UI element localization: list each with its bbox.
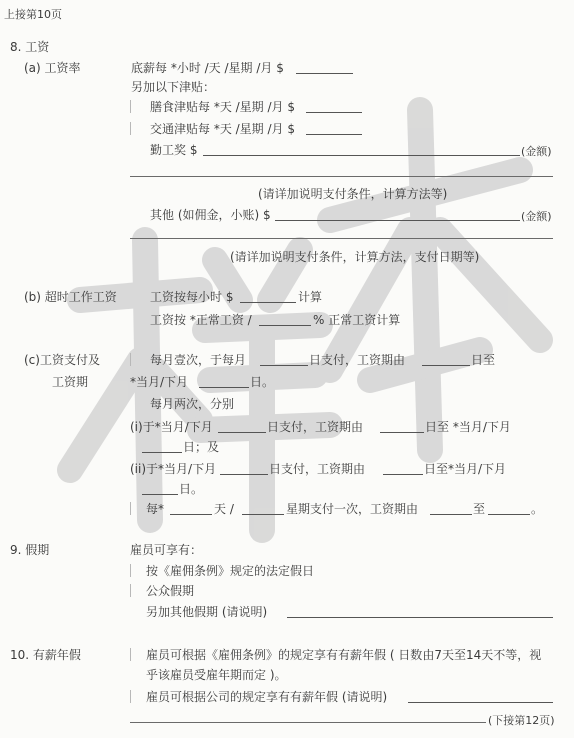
second-payment-to: 日至*当月/下月 [424, 462, 507, 476]
first-period-end-blank[interactable] [142, 452, 182, 453]
first-pay-day-blank[interactable] [218, 432, 266, 433]
first-payment-text: (i)于*当月/下月 [130, 420, 213, 434]
attendance-bonus-text: 勤工奖 $ [150, 143, 198, 157]
public-holiday-text: 公众假期 [146, 584, 195, 598]
annual-leave-line2: 乎该雇员受雇年期而定 )。 [146, 668, 287, 682]
first-payment-to: 日至 *当月/下月 [425, 420, 511, 434]
other-holiday-text: 另加其他假期 (请说明) [146, 605, 268, 619]
holiday-intro: 雇员可享有： [130, 543, 203, 557]
other-pay-blank[interactable] [275, 220, 520, 221]
continued-from-note: 上接第10页 [4, 8, 62, 21]
base-pay-blank[interactable] [296, 73, 353, 74]
monthly-once-month: *当月/下月 [130, 375, 189, 389]
explain-note-1: (请详加说明支付条件，计算方法等) [258, 187, 448, 201]
base-pay-text: 底薪每 *小时 /天 /星期 /月 $ [131, 61, 284, 75]
statutory-holiday-checkbox[interactable] [130, 564, 131, 577]
amount-tag-1: (金额) [521, 145, 552, 158]
attendance-bonus-blank[interactable] [203, 155, 520, 156]
explain-line-1[interactable] [130, 176, 553, 177]
monthly-once-to: 日至 [471, 353, 496, 367]
wage-rate-label: (a) 工资率 [24, 61, 81, 75]
second-payment-mid: 日支付，工资期由 [269, 462, 366, 476]
second-pay-day-blank[interactable] [220, 474, 268, 475]
twice-monthly-text: 每月两次，分别 [150, 397, 235, 411]
every-period-checkbox[interactable] [130, 502, 131, 515]
every-period-start-blank[interactable] [430, 514, 472, 515]
monthly-period-end-blank[interactable] [199, 387, 249, 388]
monthly-once-end: 日。 [250, 375, 275, 389]
first-payment-end: 日；及 [183, 440, 220, 454]
every-period-end: 。 [531, 502, 544, 516]
every-days-unit: 天 / [214, 502, 234, 516]
first-period-start-blank[interactable] [380, 432, 424, 433]
second-payment-end: 日。 [179, 482, 204, 496]
every-period-end-blank[interactable] [488, 514, 530, 515]
monthly-once-mid: 日支付，工资期由 [309, 353, 406, 367]
explain-note-2: (请详加说明支付条件，计算方法，支付日期等) [230, 250, 480, 264]
company-leave-blank[interactable] [408, 702, 553, 703]
second-period-start-blank[interactable] [383, 474, 423, 475]
every-days-blank[interactable] [170, 514, 212, 515]
annual-leave-line1: 雇员可根据《雇佣条例》的规定享有有薪年假 ( 日数由7天至14天不等，视 [146, 648, 542, 662]
company-leave-line-2[interactable] [130, 722, 486, 723]
second-period-end-blank[interactable] [142, 494, 178, 495]
every-period-to: 至 [473, 502, 486, 516]
company-leave-text: 雇员可根据公司的规定享有有薪年假 (请说明) [146, 690, 388, 704]
payment-label-line1: (c)工资支付及 [24, 353, 100, 367]
meal-allowance-text: 膳食津贴每 *天 /星期 /月 $ [150, 100, 295, 114]
other-pay-text: 其他 (如佣金，小账) $ [150, 208, 271, 222]
monthly-once-text: 每月壹次，于每月 [150, 353, 247, 367]
overtime-percent-blank[interactable] [259, 325, 311, 326]
every-weeks-blank[interactable] [242, 514, 284, 515]
overtime-hourly-blank[interactable] [240, 302, 296, 303]
overtime-hourly-suffix: 计算 [298, 290, 323, 304]
continued-to-note: (下接第12页) [488, 714, 555, 727]
explain-line-2[interactable] [130, 238, 553, 239]
overtime-percent-text: 工资按 *正常工资 / [150, 313, 252, 327]
overtime-hourly-text: 工资按每小时 $ [150, 290, 234, 304]
overtime-percent-suffix: % 正常工资计算 [313, 313, 401, 327]
second-payment-text: (ii)于*当月/下月 [130, 462, 217, 476]
monthly-period-start-blank[interactable] [422, 365, 470, 366]
amount-tag-2: (金额) [521, 210, 552, 223]
statutory-holiday-text: 按《雇佣条例》规定的法定假日 [146, 564, 315, 578]
company-leave-checkbox[interactable] [130, 690, 131, 703]
section-10-title: 10. 有薪年假 [10, 648, 81, 662]
other-holiday-blank[interactable] [287, 617, 553, 618]
allowance-intro: 另加以下津贴： [131, 80, 216, 94]
every-weeks-unit: 星期支付一次，工资期由 [286, 502, 419, 516]
section-8-title: 8. 工资 [10, 40, 50, 54]
monthly-once-checkbox[interactable] [130, 353, 131, 366]
monthly-pay-day-blank[interactable] [260, 365, 308, 366]
statutory-leave-checkbox[interactable] [130, 648, 131, 661]
transport-allowance-blank[interactable] [306, 134, 362, 135]
payment-label-line2: 工资期 [52, 375, 89, 389]
overtime-label: (b) 超时工作工资 [24, 290, 117, 304]
meal-allowance-blank[interactable] [306, 112, 362, 113]
every-period-text: 每* [146, 502, 165, 516]
transport-allowance-checkbox[interactable] [130, 122, 131, 135]
section-9-title: 9. 假期 [10, 543, 50, 557]
public-holiday-checkbox[interactable] [130, 584, 131, 597]
transport-allowance-text: 交通津贴每 *天 /星期 /月 $ [150, 122, 295, 136]
meal-allowance-checkbox[interactable] [130, 100, 131, 113]
first-payment-mid: 日支付，工资期由 [267, 420, 364, 434]
